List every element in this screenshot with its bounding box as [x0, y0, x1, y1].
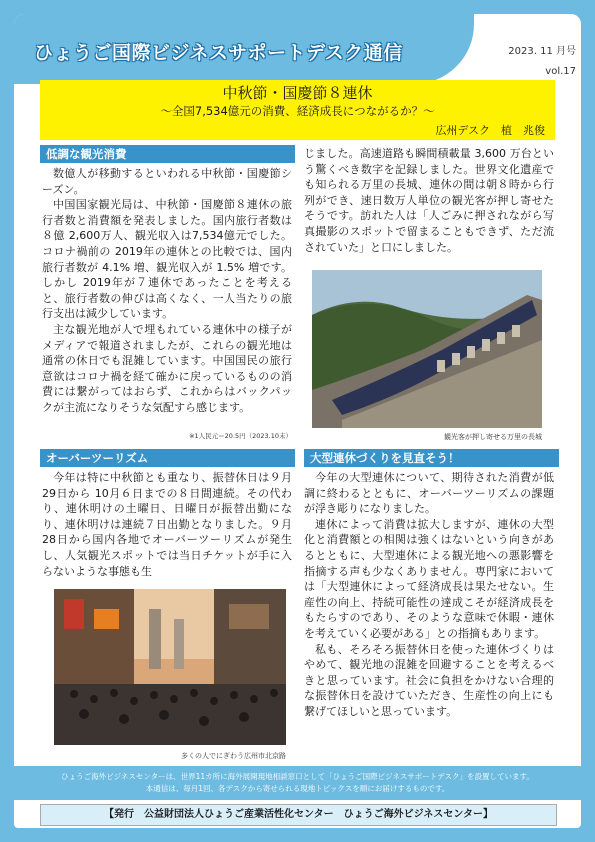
section-heading-low-consumption: 低調な観光消費: [40, 145, 295, 163]
footer-line1: ひょうご海外ビジネスセンターは、世界11カ所に海外展開現地相談窓口として「ひょうご国際ビジネスサポートデスク」を設置しています。: [61, 772, 534, 781]
headline-box: [40, 80, 555, 140]
street-caption: 多くの人でにぎわう広州市北京路: [181, 752, 286, 760]
section-heading-overtourism: オーバーツーリズム: [40, 449, 295, 467]
section1-continuation: [304, 146, 554, 255]
issue-date: 2023. 11 月号: [508, 46, 576, 57]
headline-title: 中秋節・国慶節８連休: [222, 84, 373, 102]
street-crowd-illustration: [54, 589, 286, 745]
issue-info: [496, 42, 576, 82]
footer-info: [14, 766, 581, 800]
section2-paragraph: 今年は特に中秋節とも重なり、振替休日は９月 29日から 10月６日までの８日間連続。その代わり、連休明けの土曜日、日曜日が振替出勤になり、連休明けは連続７日出勤となりました。９月 28日から国内各地でオーバーツーリズムが発生し、人気観光スポットでは当日チケットが手に入らないような事態も生: [42, 471, 292, 578]
exchange-rate-note: ※1人民元＝20.5円（2023.10末）: [189, 432, 292, 440]
newsletter-title: ひょうご国際ビジネスサポートデスク通信: [34, 42, 403, 64]
section1-body: [42, 166, 292, 416]
section1-paragraph: 主な観光地が人で埋もれている連休中の様子がメディアで報道されましたが、これらの観光地は通常の休日でも混雑しています。中国国民の旅行意欲はコロナ禍を経て確かに戻っているものの消費には繋がってはおらず、これからはバックパックが主流になりそうな気配すら感じます。: [42, 322, 292, 414]
great-wall-photo: [312, 270, 542, 428]
section3-paragraph: 今年の大型連休について、期待された消費が低調に終わるとともに、オーバーツーリズムの課題が浮き彫りになりました。: [304, 471, 554, 516]
issue-volume: vol.17: [545, 66, 576, 77]
headline-author: 広州デスク 植 兆俊: [435, 124, 545, 137]
footer-line2: 本通信は、毎月1回、各デスクから寄せられる現地トピックスを順にお届けするものです。: [145, 784, 450, 793]
great-wall-caption: 観光客が押し寄せる万里の長城: [444, 433, 542, 441]
section1-paragraph: 数億人が移動するといわれる中秋節・国慶節シーズン。: [42, 167, 292, 196]
great-wall-illustration: [312, 270, 542, 428]
section3-body: [304, 470, 554, 720]
section3-paragraph: 連休によって消費は拡大しますが、連休の大型化と消費額との相関は強くはないという向きがあるとともに、大型連休による観光地への悪影響を指摘する声も少なくありません。専門家においては「大型連休によって経済成長は果たせない。生産性の向上、持続可能性の達成こそが経済成長をもたらすのであり、そのような意味で休暇・連休を考えていく必要がある」との指摘もあります。: [304, 517, 554, 640]
section-heading-review-holidays: 大型連休づくりを見直そう！: [304, 449, 559, 467]
publisher-box: 【発行 公益財団法人ひょうご産業活性化センター ひょうご海外ビジネスセンター】: [40, 804, 557, 826]
street-photo: [54, 589, 286, 745]
section3-paragraph: 私も、そろそろ振替休日を使った連休づくりはやめて、観光地の混雑を回避することを考えるべきと思っています。社会に負担をかけない合理的な振替休日を設けていただき、生産性の向上にも繋げてほしいと思っています。: [304, 642, 554, 718]
section1-paragraph: 中国国家観光局は、中秋節・国慶節８連休の旅行者数と消費額を発表しました。国内旅行者数は８億 2,600万人、観光収入は7,534億元でした。コロナ禍前の 2019年の連休との比較では、国内旅行者数が 4.1% 増、観光収入が 1.5% 増です。しかし 2019年が７連休であったことを考えると、旅行者数の伸びは高くなく、一人当たりの旅行支出は減少しています。: [42, 198, 292, 321]
headline-subtitle: ～全国7,534億元の消費、経済成長につながるか？～: [160, 104, 435, 118]
continuation-paragraph: じました。高速道路も瞬間積載量 3,600 万台という驚くべき数字を記録しました。世界文化遺産でも知られる万里の長城、連休の間は朝８時から行列ができ、速日数万人単位の観光客が押し寄せたそうです。訪れた人は「人ごみに押されながら写真撮影のスポットで留まることもできず、ただ流されていた」と口にしました。: [304, 147, 554, 254]
section2-body: [42, 470, 292, 579]
